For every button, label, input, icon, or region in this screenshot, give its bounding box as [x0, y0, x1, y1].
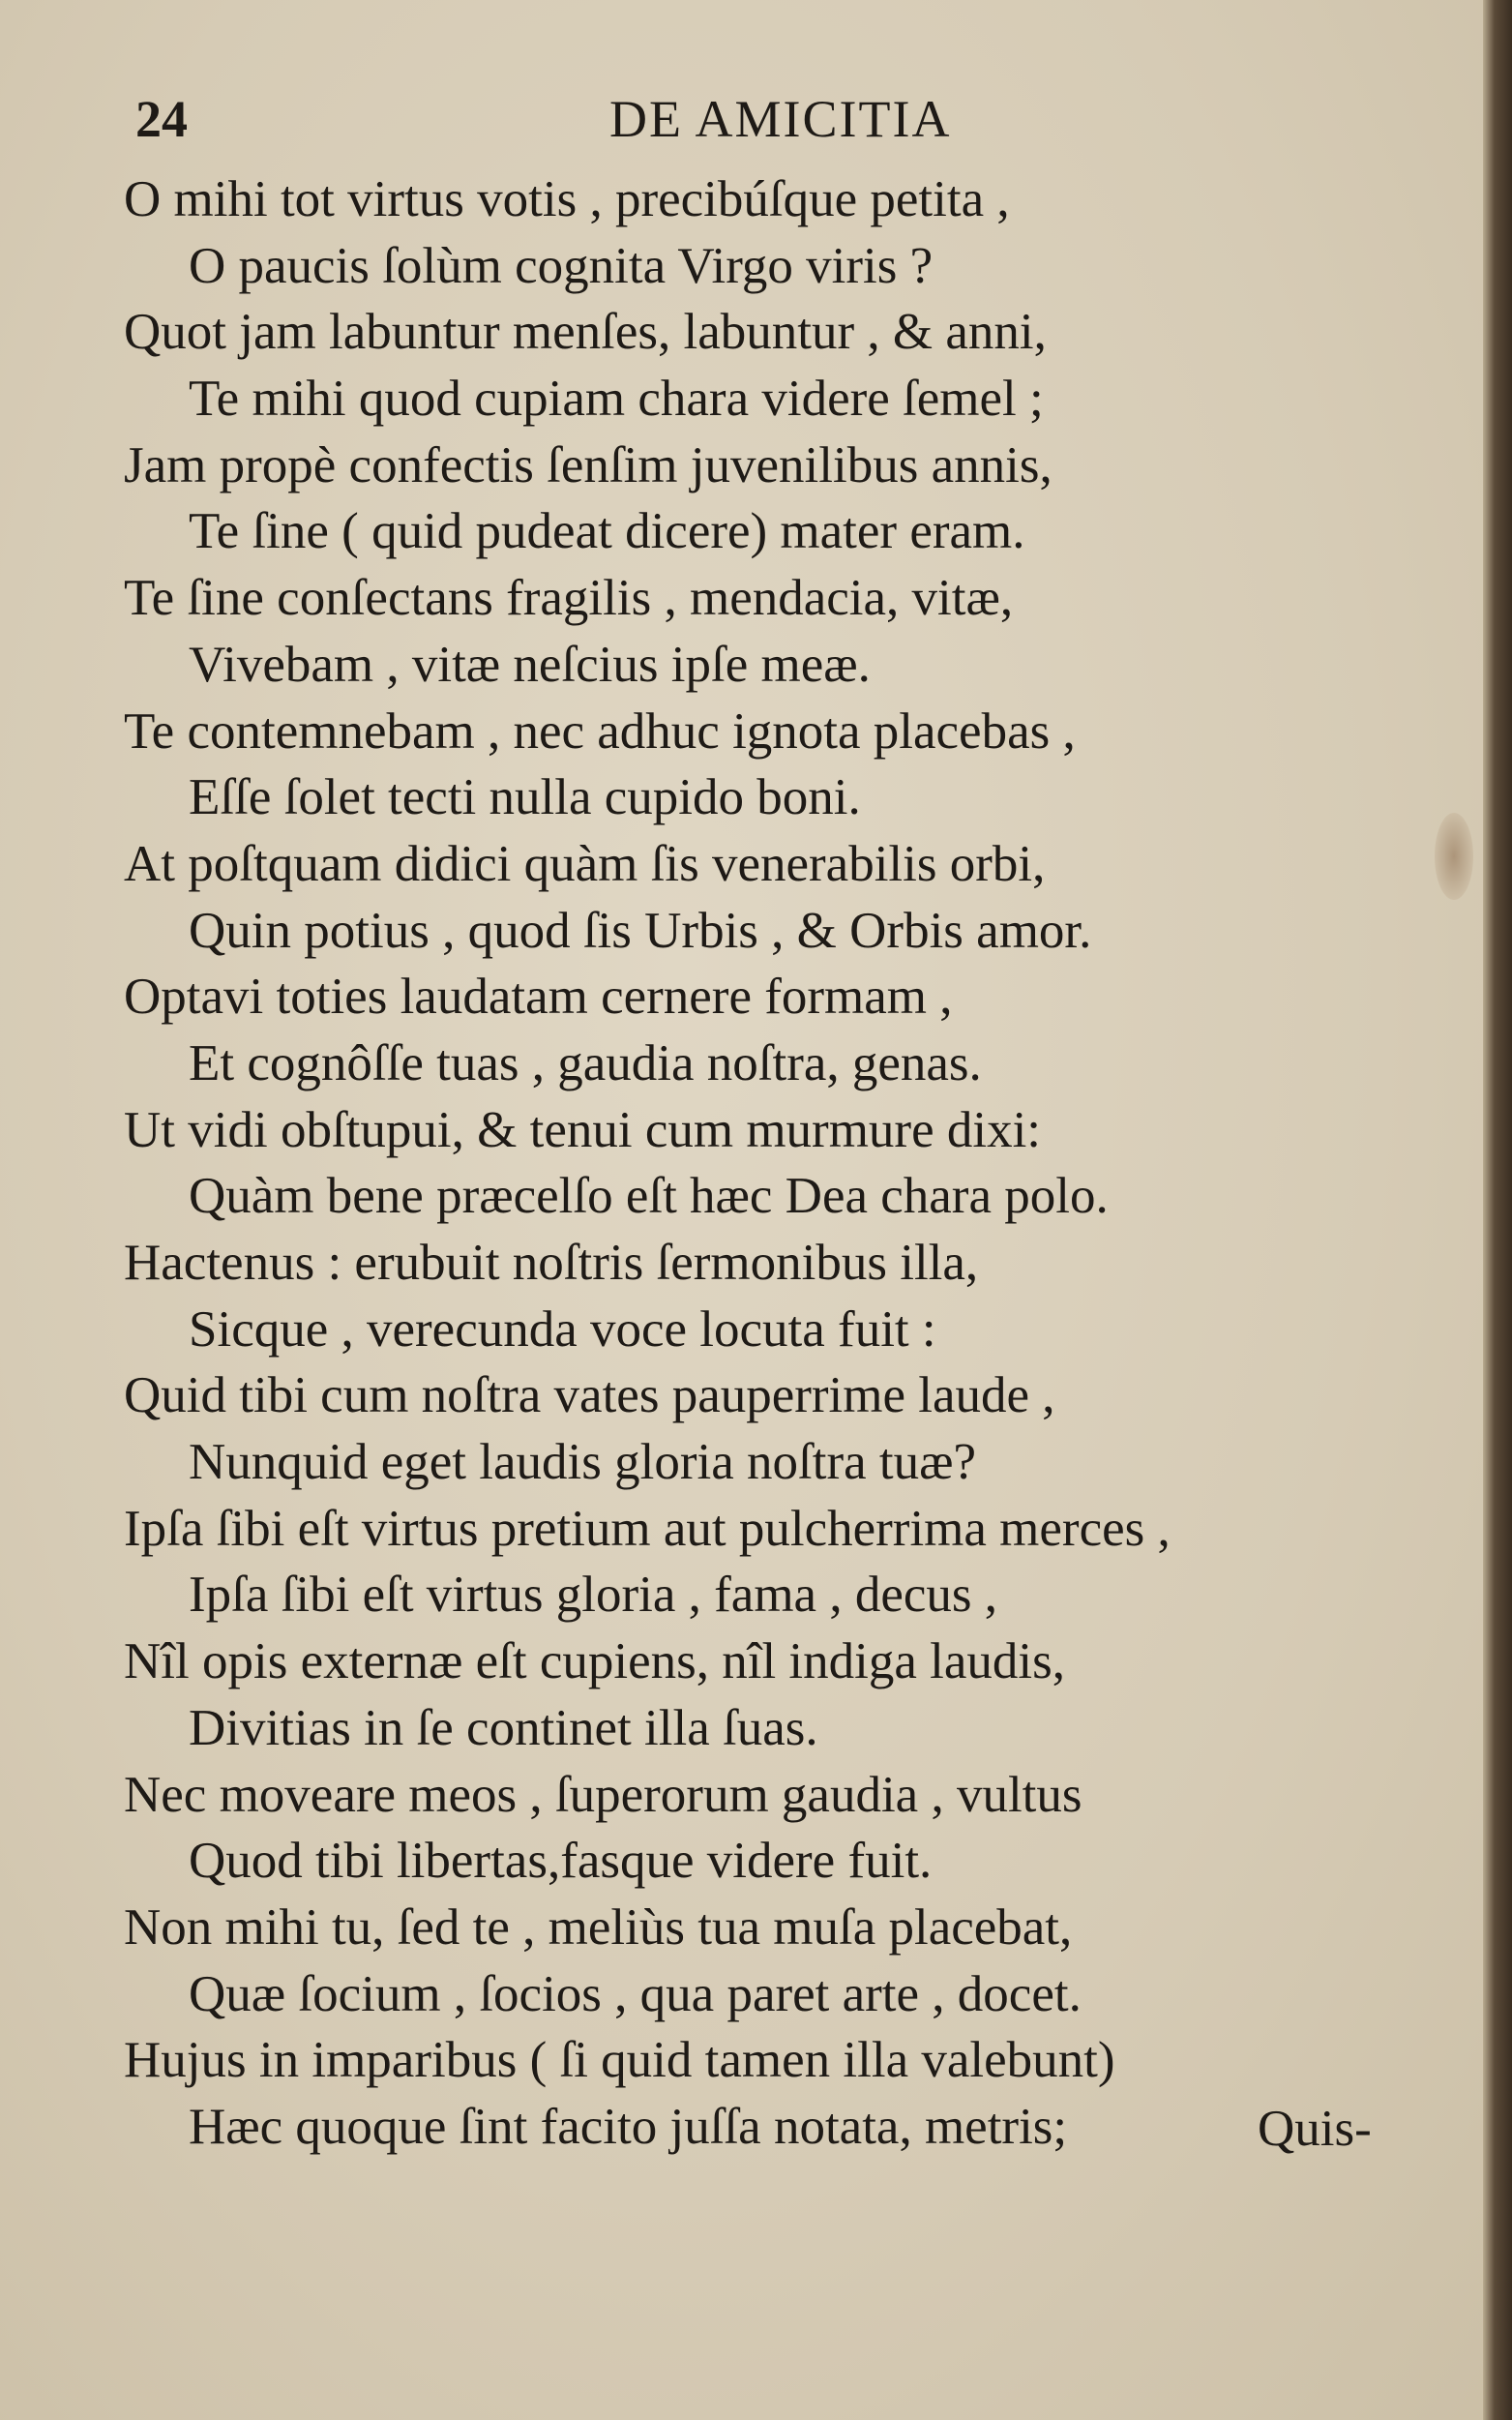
verse-line-pentameter: Te ſine ( quid pudeat dicere) mater eram.: [189, 503, 1025, 560]
verse-line-hexameter: Quot jam labuntur menſes, labuntur , & anni,: [124, 304, 1047, 361]
verse-line-pentameter: Quin potius , quod ſis Urbis , & Orbis amor.: [189, 902, 1092, 959]
verse-line-pentameter: Et cognôſſe tuas , gaudia noſtra, genas.: [189, 1034, 982, 1091]
verse-line-hexameter: Optavi toties laudatam cernere formam ,: [124, 969, 953, 1026]
verse-line-pentameter: Quæ ſocium , ſocios , qua paret arte , docet.: [189, 1965, 1082, 2022]
verse-line-hexameter: Te contemnebam , nec adhuc ignota placebas ,: [124, 702, 1076, 760]
verse-line-hexameter: Te ſine conſectans fragilis , mendacia, vitæ,: [124, 570, 1014, 627]
verse-line-hexameter: Jam propè confectis ſenſim juvenilibus annis,: [124, 436, 1052, 493]
running-title: DE AMICITIA: [609, 90, 952, 148]
verse-line-pentameter: O paucis ſolùm cognita Virgo viris ?: [189, 237, 934, 294]
verse-line-pentameter: Te mihi quod cupiam chara videre ſemel ;: [189, 371, 1044, 428]
page-binding-edge: [1483, 0, 1512, 2420]
verse-line-pentameter: Ipſa ſibi eſt virtus gloria , fama , decus ,: [189, 1567, 997, 1624]
verse-line-hexameter: Nec moveare meos , ſuperorum gaudia , vultus: [124, 1766, 1082, 1823]
verse-line-pentameter: Hæc quoque ſint facito juſſa notata, metris;: [189, 2098, 1068, 2155]
verse-line-hexameter: Quid tibi cum noſtra vates pauperrime laude ,: [124, 1367, 1055, 1424]
verse-line-pentameter: Vivebam , vitæ neſcius ipſe meæ.: [189, 636, 871, 693]
verse-line-hexameter: Ut vidi obſtupui, & tenui cum murmure dixi:: [124, 1101, 1042, 1158]
verse-line-pentameter: Quod tibi libertas,fasque videre fuit.: [189, 1833, 933, 1890]
page-number: 24: [135, 90, 188, 148]
verse-line-hexameter: Nîl opis externæ eſt cupiens, nîl indiga laudis,: [124, 1633, 1065, 1690]
catchword: Quis-: [1258, 2101, 1372, 2157]
verse-line-hexameter: O mihi tot virtus votis , precibúſque petita ,: [124, 171, 1010, 227]
verse-line-pentameter: Nunquid eget laudis gloria noſtra tuæ?: [189, 1434, 976, 1491]
verse-line-pentameter: Quàm bene præcelſo eſt hæc Dea chara polo.: [189, 1168, 1109, 1225]
verse-line-hexameter: At poſtquam didici quàm ſis venerabilis orbi,: [124, 835, 1046, 892]
verse-line-hexameter: Hujus in imparibus ( ſi quid tamen illa valebunt): [124, 2032, 1115, 2089]
verse-body: [0, 166, 1451, 2161]
verse-line-pentameter: Eſſe ſolet tecti nulla cupido boni.: [189, 769, 861, 826]
verse-line-hexameter: Ipſa ſibi eſt virtus pretium aut pulcherrima merces ,: [124, 1500, 1171, 1557]
verse-line-hexameter: Non mihi tu, ſed te , meliùs tua muſa placebat,: [124, 1898, 1073, 1956]
verse-line-pentameter: Divitias in ſe continet illa ſuas.: [189, 1699, 818, 1756]
verse-line-pentameter: Sicque , verecunda voce locuta fuit :: [189, 1300, 936, 1358]
verse-line-hexameter: Hactenus : erubuit noſtris ſermonibus illa,: [124, 1235, 979, 1291]
